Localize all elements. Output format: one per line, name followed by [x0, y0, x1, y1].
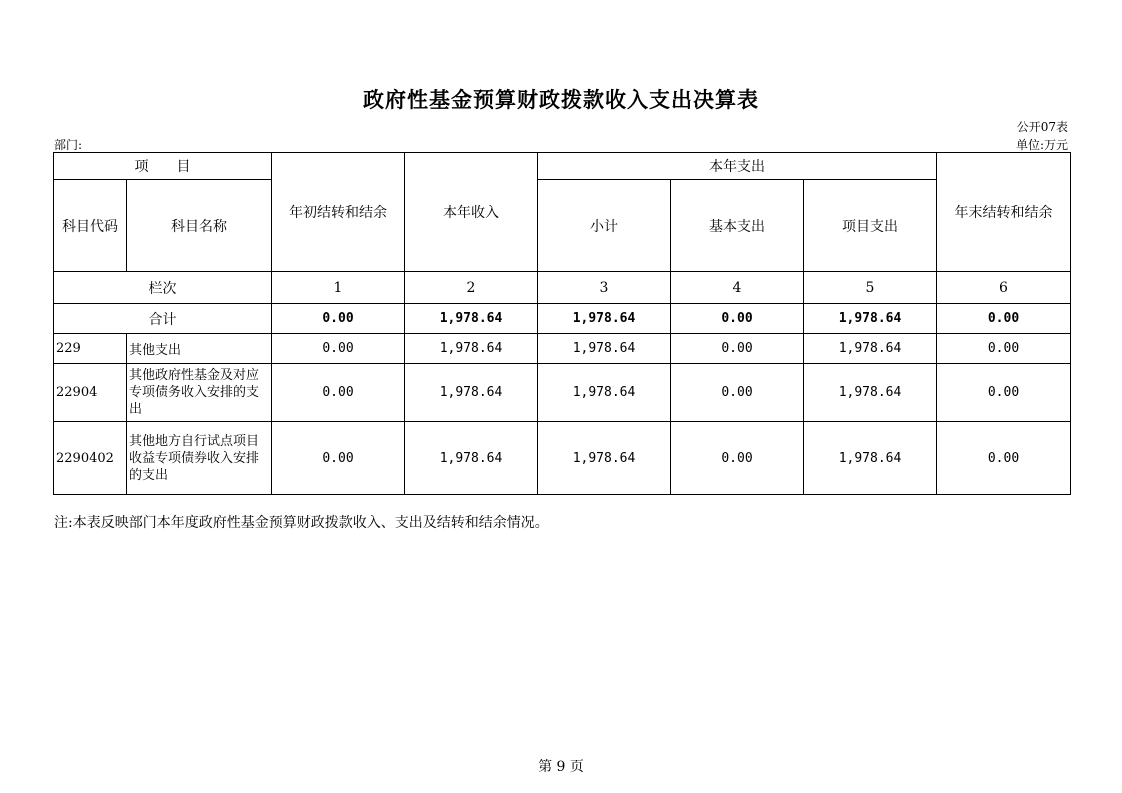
- total-row: [54, 304, 1071, 334]
- row-name: 其他支出: [127, 334, 272, 364]
- row-value: 0.00: [272, 364, 405, 422]
- total-value: 0.00: [671, 304, 804, 334]
- row-value: 0.00: [272, 422, 405, 495]
- header-code: 科目代码: [54, 180, 127, 272]
- row-value: 0.00: [937, 334, 1071, 364]
- col-number: 1: [272, 272, 405, 304]
- row-value: 1,978.64: [538, 334, 671, 364]
- header-name: 科目名称: [127, 180, 272, 272]
- form-number: 公开07表: [1016, 120, 1068, 134]
- row-code: 2290402: [54, 422, 127, 495]
- budget-table: [53, 152, 1071, 495]
- row-value: 1,978.64: [804, 334, 937, 364]
- row-value: 1,978.64: [538, 364, 671, 422]
- header-project-expense: 项目支出: [804, 180, 937, 272]
- row-value: 1,978.64: [804, 422, 937, 495]
- total-value: 1,978.64: [405, 304, 538, 334]
- total-value: 0.00: [937, 304, 1071, 334]
- row-name: 其他地方自行试点项目收益专项债券收入安排的支出: [127, 422, 272, 495]
- row-value: 1,978.64: [405, 334, 538, 364]
- table-note: 注:本表反映部门本年度政府性基金预算财政拨款收入、支出及结转和结余情况。: [54, 515, 549, 531]
- total-value: 0.00: [272, 304, 405, 334]
- col-number: 5: [804, 272, 937, 304]
- row-value: 0.00: [671, 364, 804, 422]
- col-number: 6: [937, 272, 1071, 304]
- row-value: 0.00: [937, 364, 1071, 422]
- row-code: 229: [54, 334, 127, 364]
- page-number: 第 9 页: [538, 759, 584, 775]
- table-row: [54, 334, 1071, 364]
- row-value: 1,978.64: [405, 422, 538, 495]
- column-row-label: 栏次: [54, 272, 272, 304]
- table-row: [54, 422, 1071, 495]
- header-subtotal: 小计: [538, 180, 671, 272]
- unit-label: 单位:万元: [1015, 138, 1068, 152]
- header-expense-group: 本年支出: [538, 153, 937, 180]
- col-number: 4: [671, 272, 804, 304]
- total-value: 1,978.64: [538, 304, 671, 334]
- col-number: 3: [538, 272, 671, 304]
- row-name: 其他政府性基金及对应专项债务收入安排的支出: [127, 364, 272, 422]
- col-number: 2: [405, 272, 538, 304]
- header-income: 本年收入: [405, 153, 538, 272]
- header-closing-balance: 年末结转和结余: [937, 153, 1071, 272]
- column-number-row: [54, 272, 1071, 304]
- header-opening-balance: 年初结转和结余: [272, 153, 405, 272]
- total-label: 合计: [54, 304, 272, 334]
- row-value: 0.00: [671, 422, 804, 495]
- total-value: 1,978.64: [804, 304, 937, 334]
- header-item: 项 目: [54, 153, 272, 180]
- page-title: 政府性基金预算财政拨款收入支出决算表: [363, 87, 759, 112]
- header-basic-expense: 基本支出: [671, 180, 804, 272]
- table-row: [54, 364, 1071, 422]
- row-value: 0.00: [671, 334, 804, 364]
- row-value: 1,978.64: [405, 364, 538, 422]
- row-code: 22904: [54, 364, 127, 422]
- row-value: 0.00: [272, 334, 405, 364]
- row-value: 0.00: [937, 422, 1071, 495]
- row-value: 1,978.64: [804, 364, 937, 422]
- row-value: 1,978.64: [538, 422, 671, 495]
- department-label: 部门:: [54, 138, 83, 152]
